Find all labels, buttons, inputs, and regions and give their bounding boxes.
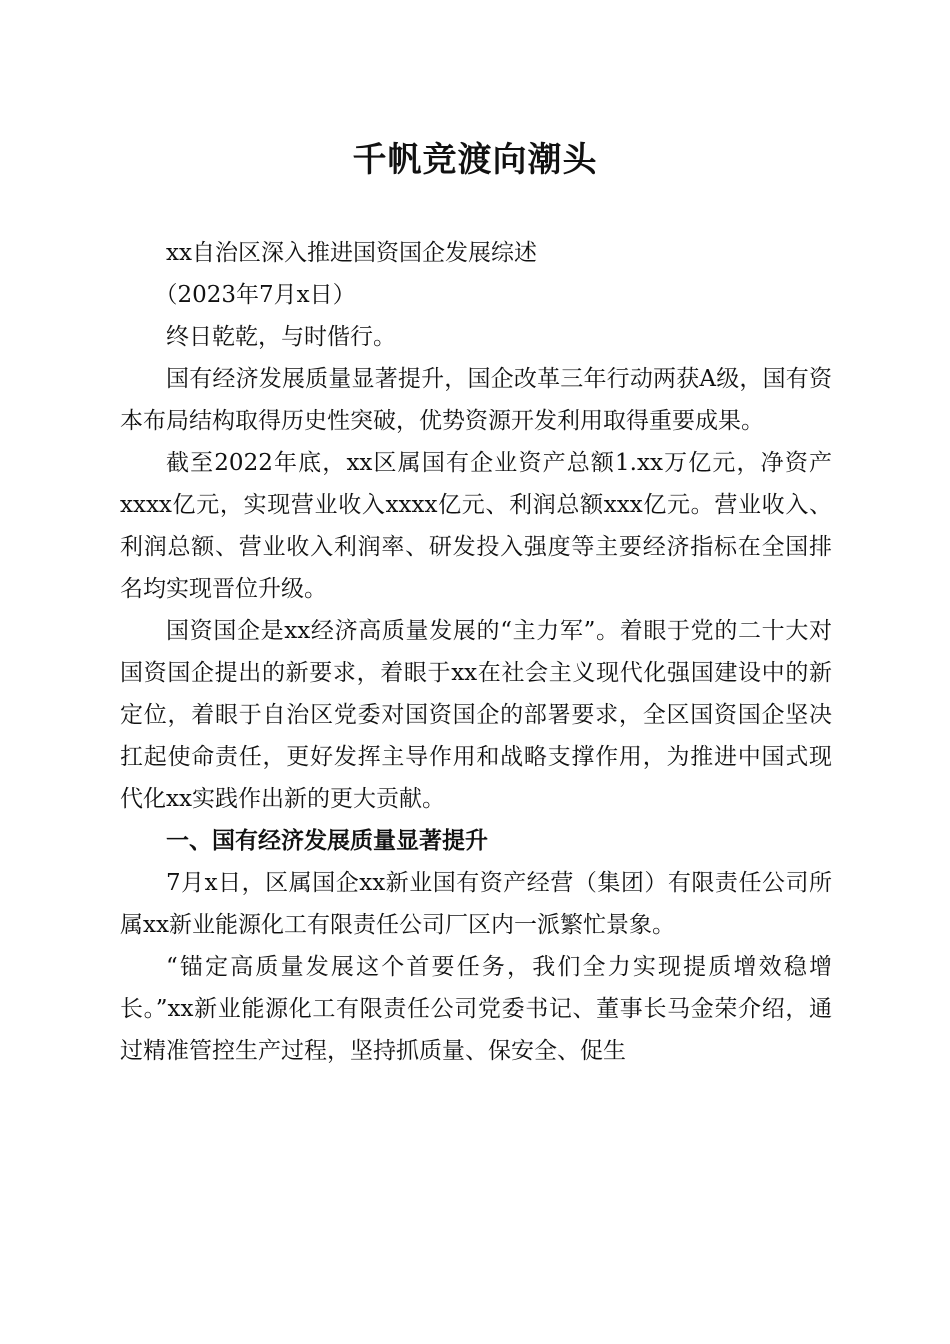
- section-heading: 一、国有经济发展质量显著提升: [166, 828, 488, 854]
- document-subtitle: xx自治区深入推进国资国企发展综述: [166, 240, 537, 266]
- paragraph: “锚定高质量发展这个首要任务，我们全力实现提质增效稳增长。”xx新业能源化工有限责任公司党委书记、董事长马金荣介绍，通过精准管控生产过程，坚持抓质量、保安全、促生: [120, 954, 832, 1064]
- paragraph: 截至2022年底，xx区属国有企业资产总额1.xx万亿元，净资产xxxx亿元，实现营业收入xxxx亿元、利润总额xxx亿元。营业收入、利润总额、营业收入利润率、研发投入强度等主要经济指标在全国排名均实现晋位升级。: [120, 450, 832, 602]
- document-title: 千帆竞渡向潮头: [352, 140, 598, 180]
- paragraph: 7月x日，区属国企xx新业国有资产经营（集团）有限责任公司所属xx新业能源化工有限责任公司厂区内一派繁忙景象。: [120, 870, 832, 938]
- paragraph: 国资国企是xx经济高质量发展的“主力军”。着眼于党的二十大对国资国企提出的新要求，着眼于xx在社会主义现代化强国建设中的新定位，着眼于自治区党委对国资国企的部署要求，全区国资国企坚决扛起使命责任，更好发挥主导作用和战略支撑作用，为推进中国式现代化xx实践作出新的更大贡献。: [120, 618, 832, 812]
- paragraph: 国有经济发展质量显著提升，国企改革三年行动两获A级，国有资本布局结构取得历史性突破，优势资源开发利用取得重要成果。: [120, 366, 832, 434]
- document-body: [120, 232, 832, 1072]
- document-date: （2023年7月x日）: [154, 282, 356, 308]
- paragraph: 终日乾乾，与时偕行。: [166, 324, 396, 350]
